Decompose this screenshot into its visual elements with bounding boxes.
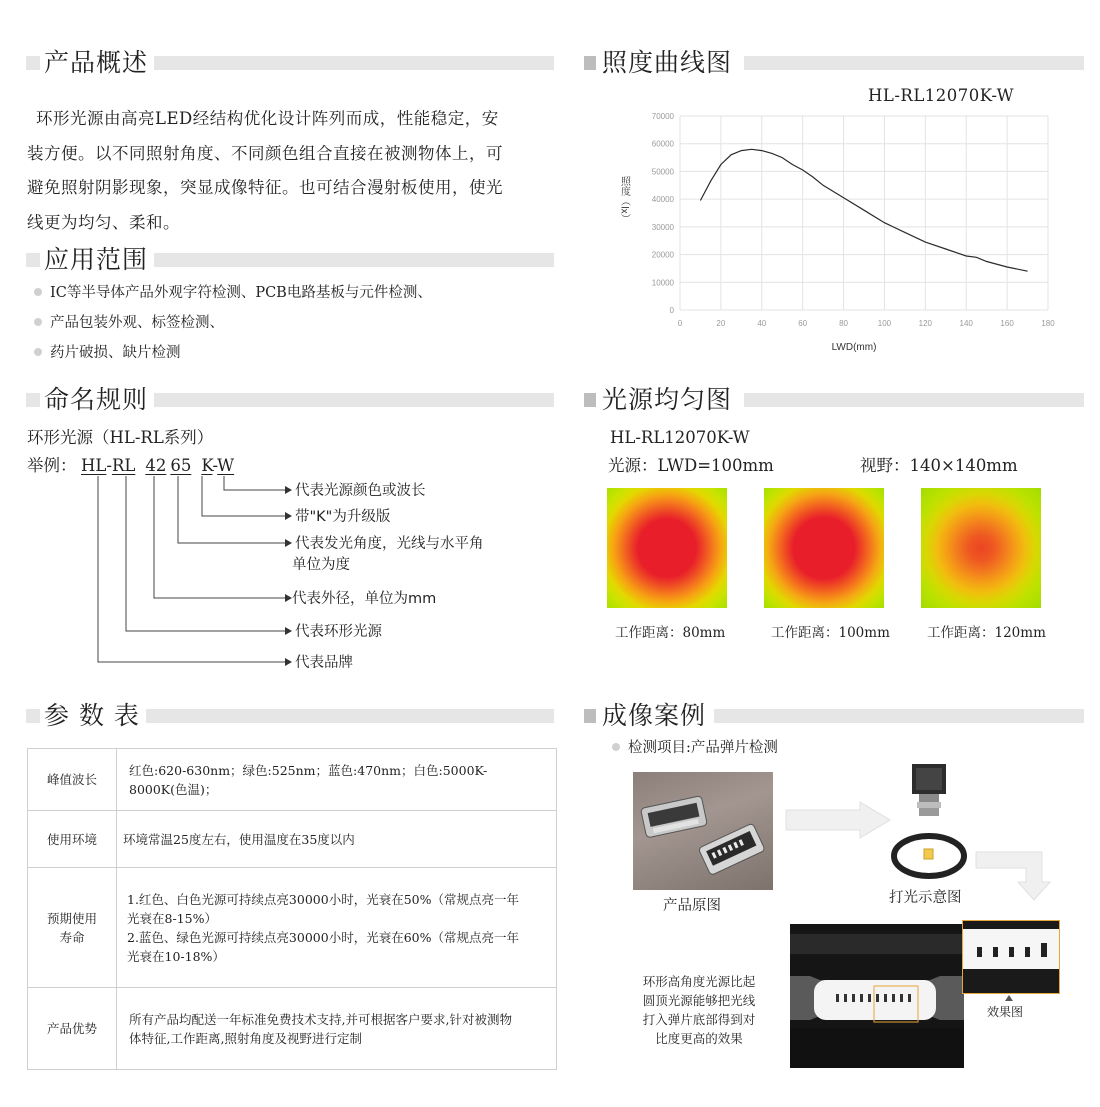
code-angle: 65	[170, 456, 192, 475]
chart-model-title: HL-RL12070K-W	[868, 86, 1015, 105]
y-tick-label: 70000	[651, 112, 674, 121]
code-color: W	[217, 456, 235, 475]
section-title: 产品概述	[40, 47, 154, 79]
code-diameter: 42	[145, 456, 167, 475]
list-item: 产品包装外观、标签检测、	[34, 308, 554, 338]
case-item: 检测项目:产品弹片检测	[612, 733, 778, 763]
section-title: 光源均匀图	[598, 384, 738, 416]
y-tick-label: 0	[669, 306, 674, 315]
y-axis-label: 照度（lx）	[618, 176, 630, 224]
x-tick-label: 120	[918, 319, 933, 328]
y-tick-label: 30000	[651, 222, 674, 232]
label-brand: 代表品牌	[295, 655, 353, 671]
caption-100mm: 工作距离：100mm	[771, 625, 890, 641]
table-row	[28, 868, 557, 988]
triangle-up-icon	[1005, 995, 1013, 1001]
x-tick-label: 180	[1041, 319, 1055, 328]
label-upgrade: 带"K"为升级版	[295, 509, 391, 525]
naming-connector-lines	[0, 0, 560, 690]
label-color: 代表光源颜色或波长	[295, 483, 426, 499]
heatmap-100mm	[764, 488, 884, 608]
section-title: 照度曲线图	[598, 47, 738, 79]
code-brand: HL	[81, 456, 107, 475]
section-params-header	[26, 700, 554, 734]
bullet-icon	[612, 743, 620, 751]
param-key: 产品优势	[28, 988, 117, 1070]
caption-80mm: 工作距离：80mm	[615, 625, 726, 641]
x-axis-label: LWD(mm)	[831, 342, 877, 353]
overview-paragraph: 环形光源由高亮LED经结构优化设计阵列而成，性能稳定，安 装方便。以不同照射角度、不同颜色组合直接在被测物体上，可 避免照射阴影现象，突显成像特征。也可结合漫射板使用，使光 线更为均匀、柔和。	[27, 109, 503, 232]
effect-photo	[790, 924, 964, 1068]
table-row	[28, 749, 557, 811]
section-title: 命名规则	[40, 384, 154, 416]
product-original-photo	[633, 772, 773, 890]
list-item: 药片破损、缺片检测	[34, 338, 554, 368]
camera-icon	[912, 764, 946, 816]
param-key: 峰值波长	[28, 749, 117, 811]
section-title: 参 数 表	[40, 700, 146, 732]
param-key: 使用环境	[28, 811, 117, 868]
param-value: 红色:620-630nm；绿色:525nm；蓝色:470nm；白色:5000K- 8000K(色温)；	[117, 749, 557, 811]
caption-120mm: 工作距离：120mm	[927, 625, 1046, 641]
code-upgrade: K	[201, 456, 213, 475]
heatmap-80mm	[607, 488, 727, 608]
uniformity-source: 光源：LWD=100mm	[608, 456, 774, 475]
x-tick-label: 0	[677, 319, 683, 328]
y-tick-label: 50000	[651, 167, 674, 177]
heatmap-120mm	[921, 488, 1041, 608]
effect-zoom-inset	[962, 920, 1060, 994]
x-tick-label: 100	[877, 319, 892, 328]
table-row	[28, 988, 557, 1070]
illuminance-chart	[600, 104, 1070, 354]
x-tick-label: 40	[757, 319, 767, 328]
param-value: 所有产品均配送一年标准免费技术支持,并可根据客户要求,针对被测物 体特征,工作距离,照射角度及视野进行定制	[117, 988, 557, 1070]
x-tick-label: 80	[839, 319, 849, 328]
section-illuminance-header	[584, 47, 1084, 81]
label-ring: 代表环形光源	[295, 624, 382, 640]
arrow-right-icon	[786, 802, 890, 838]
param-key: 预期使用 寿命	[28, 868, 117, 988]
x-tick-label: 20	[716, 319, 726, 328]
param-value: 环境常温25度左右，使用温度在35度以内	[117, 811, 557, 868]
effect-label: 效果图	[987, 1005, 1024, 1019]
section-uniformity-header	[584, 384, 1084, 418]
naming-series: 环形光源（HL-RL系列）	[27, 428, 214, 447]
uniformity-fov: 视野：140×140mm	[860, 456, 1018, 475]
x-tick-label: 60	[798, 319, 808, 328]
param-value: 1.红色、白色光源可持续点亮30000小时，光衰在50%（常规点亮一年 光衰在8-15%） 2.蓝色、绿色光源可持续点亮30000小时，光衰在60%（常规点亮一年 光衰在10-18%）	[117, 868, 557, 988]
section-title: 应用范围	[40, 244, 154, 276]
y-tick-label: 40000	[651, 195, 674, 205]
label-diameter: 代表外径，单位为mm	[292, 591, 437, 607]
lighting-label: 打光示意图	[889, 890, 962, 906]
case-description: 环形高角度光源比起 圆顶光源能够把光线 打入弹片底部得到对 比度更高的效果	[642, 974, 756, 1046]
list-item: IC等半导体产品外观字符检测、PCB电路基板与元件检测、	[34, 278, 554, 308]
x-tick-label: 160	[1000, 319, 1014, 328]
params-table	[27, 748, 557, 1070]
section-cases-header	[584, 700, 1084, 734]
uniformity-model: HL-RL12070K-W	[610, 428, 750, 447]
label-angle-unit: 单位为度	[292, 557, 350, 573]
section-title: 成像案例	[598, 700, 712, 732]
naming-example: 举例： HL-RL 42 65 K-W	[27, 456, 235, 475]
y-tick-label: 10000	[651, 278, 674, 288]
table-row	[28, 811, 557, 868]
code-type: RL	[111, 456, 136, 475]
x-tick-label: 140	[959, 319, 973, 328]
original-label: 产品原图	[663, 898, 721, 914]
arrow-down-icon	[976, 852, 1050, 900]
label-angle: 代表发光角度，光线与水平角	[295, 536, 484, 552]
series-line	[700, 149, 1027, 271]
y-tick-label: 60000	[651, 139, 674, 149]
y-tick-label: 20000	[651, 250, 674, 260]
